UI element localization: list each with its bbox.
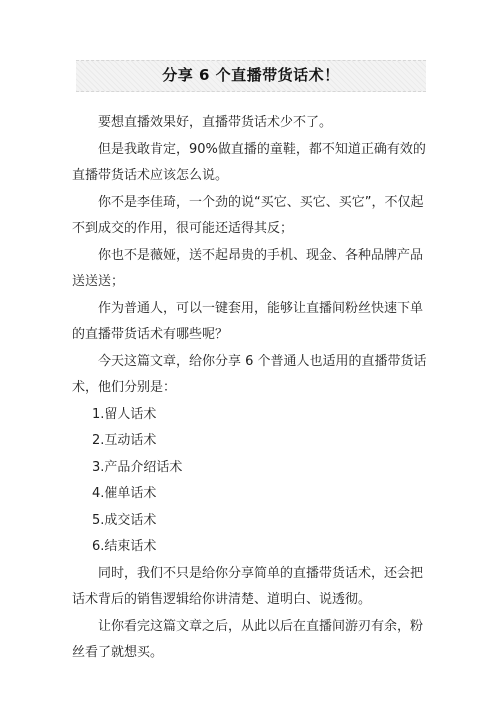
paragraph-intro: 要想直播效果好，直播带货话术少不了。 [98,115,333,130]
paragraph-viya: 你也不是薇娅，送不起昂贵的手机、现金、各种品牌产品送送送； [72,247,424,289]
list-item: 1.留人话术 [92,406,157,422]
paragraph-claim: 但是我敢肯定，90%做直播的童鞋，都不知道正确有效的直播带货话术应该怎么说。 [72,141,426,183]
list-item: 2.互动话术 [92,433,157,448]
document-title: 分享 6 个直播带货话术！ [162,66,340,84]
list-item: 4.催单话术 [92,486,157,501]
paragraph-li-jiaqi: 你不是李佳琦，一个劲的说“买它、买它、买它”，不仅起不到成交的作用，很可能还适得其反； [72,194,424,236]
paragraph-question: 作为普通人，可以一键套用，能够让直播间粉丝快速下单的直播带货话术有哪些呢？ [72,300,424,342]
paragraph-outro: 让你看完这篇文章之后，从此以后在直播间游刃有余，粉丝看了就想买。 [72,618,424,660]
list-item: 3.产品介绍话术 [92,459,183,475]
paragraph-logic: 同时，我们不只是给你分享简单的直播带货话术，还会把话术背后的销售逻辑给你讲清楚、道明白、说透彻。 [72,565,424,607]
paragraph-list-intro: 今天这篇文章，给你分享 6 个普通人也适用的直播带货话术，他们分别是： [72,353,427,395]
document-body [72,110,434,667]
list-item: 6.结束话术 [92,539,157,554]
list-item: 5.成交话术 [92,512,157,528]
